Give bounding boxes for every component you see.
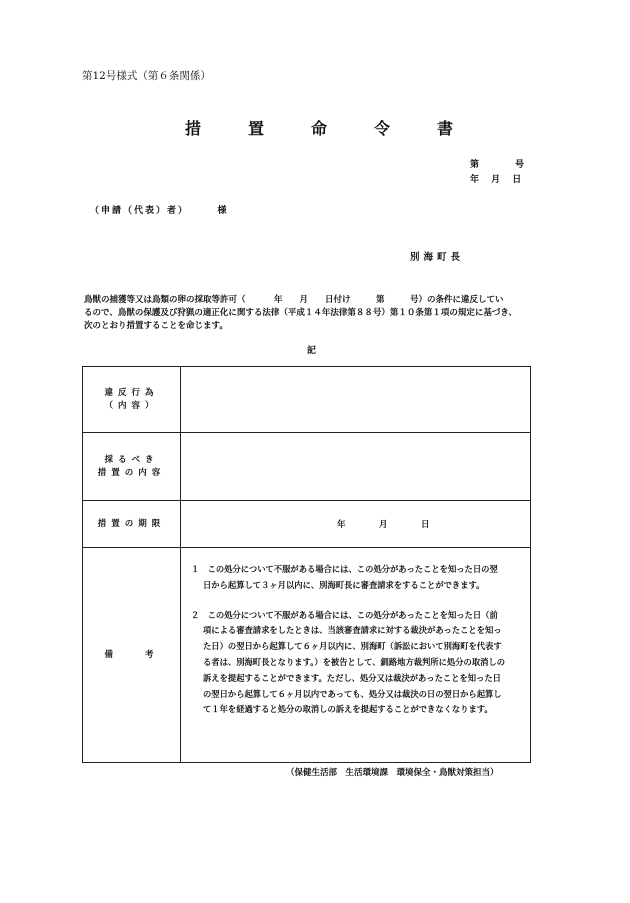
measures-label-line: 措置の内容 <box>97 467 166 478</box>
violation-value[interactable] <box>181 367 530 432</box>
remarks-item-1 <box>191 562 531 594</box>
period-label <box>83 501 181 547</box>
order-body <box>84 294 544 333</box>
remarks-text <box>191 562 531 732</box>
remarks-value <box>181 548 530 762</box>
ki-marker: 記 <box>307 346 317 356</box>
violation-label-line: （内容） <box>104 400 159 411</box>
remarks-line: た日）の翌日から起算して６ヶ月以内に、別海町（訴訟において別海町を代表す <box>203 641 502 652</box>
remarks-line: る者は、別海町長となります。）を被告として、釧路地方裁判所に処分の取消しの <box>203 656 506 667</box>
remarks-line: 訴えを提起することができます。ただし、処分又は裁決があったことを知った日 <box>203 672 501 683</box>
remarks-line: 項による審査請求をしたときは、当該審査請求に対する裁決があったことを知っ <box>203 625 502 636</box>
remarks-label <box>83 548 181 762</box>
remarks-line: て１年を経過すると処分の取消しの訴えを提起することができなくなります。 <box>203 704 493 715</box>
remarks-row <box>83 548 530 762</box>
issue-date: 年 月 日 <box>470 175 522 185</box>
remarks-line: ２ この処分について不服がある場合には、この処分があったことを知った日（前 <box>191 609 498 620</box>
period-value[interactable] <box>181 501 530 547</box>
issuer-name: 別海町長 <box>410 252 465 263</box>
remarks-line: １ この処分について不服がある場合には、この処分があったことを知った日の翌 <box>191 564 498 574</box>
period-date: 年 月 日 <box>337 520 432 530</box>
remarks-item-2 <box>191 608 531 719</box>
form-number: 第12号様式（第６条関係） <box>82 70 211 82</box>
remarks-label-text: 備 考 <box>104 649 159 660</box>
order-body-line: るので、鳥獣の保護及び狩猟の適正化に関する法律（平成１４年法律第８８号）第１０条第１項の規定に基づき、 <box>84 308 517 318</box>
measures-row <box>83 433 530 501</box>
period-label-text: 措置の期限 <box>97 518 166 529</box>
period-row <box>83 501 530 548</box>
remarks-line: の翌日から起算して６ヶ月以内であっても、処分又は裁決の日の翌日から起算し <box>203 688 502 699</box>
issue-number: 第 号 <box>470 160 525 170</box>
measures-label-line: 採るべき <box>104 454 159 465</box>
violation-row <box>83 367 530 433</box>
violation-label <box>83 367 181 432</box>
remarks-line: 日から起算して３ヶ月以内に、別海町長に審査請求をすることができます。 <box>203 579 485 590</box>
footer-department: （保健生活部 生活環境課 環境保全・鳥獣対策担当） <box>286 768 499 778</box>
order-body-line: 次のとおり措置することを命じます。 <box>84 321 228 331</box>
order-body-line: 鳥獣の捕獲等又は鳥類の卵の採取等許可（ 年 月 日付け 第 号）の条件に違反してい <box>84 295 504 305</box>
measures-label <box>83 433 181 500</box>
addressee-label: （申請（代表）者） 様 <box>90 206 229 216</box>
violation-label-line: 違反行為 <box>104 387 159 398</box>
document-title: 措置命令書 <box>185 119 501 138</box>
measures-value[interactable] <box>181 433 530 500</box>
order-table <box>82 366 531 763</box>
